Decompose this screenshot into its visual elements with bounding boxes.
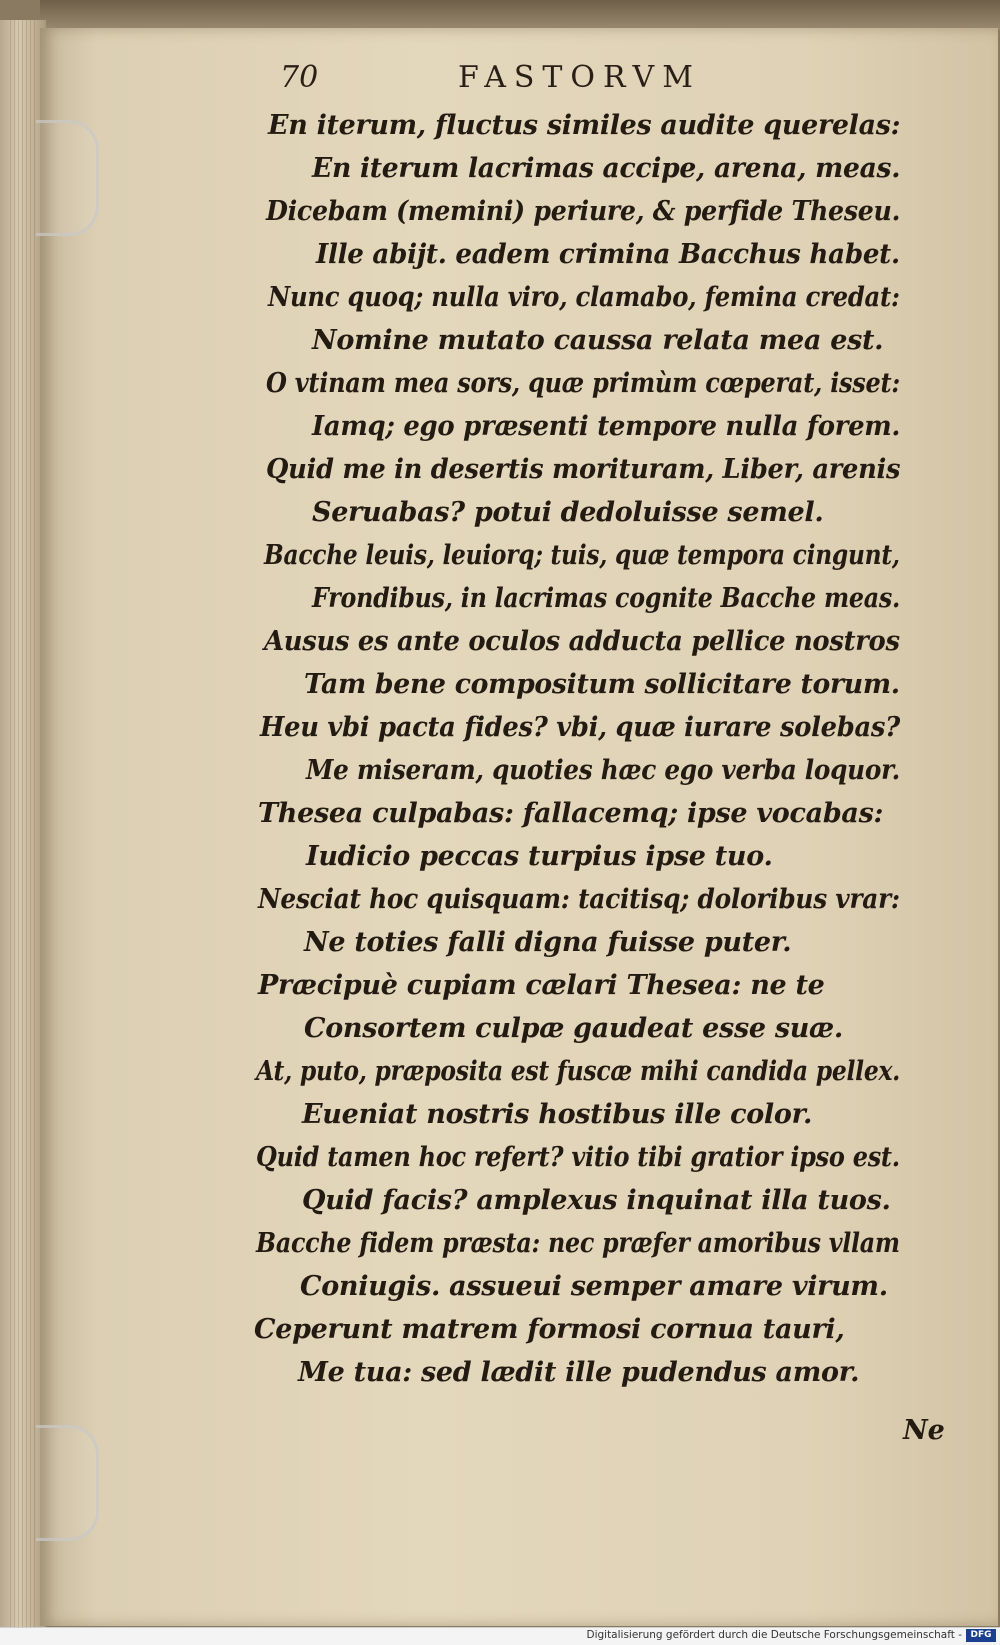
verse-line: Dicebam (memini) periure, & perfide Theseu. xyxy=(266,196,901,227)
verse-line: Bacche fidem præsta: nec præfer amoribus vllam xyxy=(256,1228,900,1259)
verse-line: Nunc quoq; nulla viro, clamabo, femina credat: xyxy=(268,282,900,313)
verse-line: Eueniat nostris hostibus ille color. xyxy=(302,1099,813,1130)
verse-line: Iamq; ego præsenti tempore nulla forem. xyxy=(312,411,901,442)
running-title: FASTORVM xyxy=(458,60,701,95)
verse-line: Seruabas? potui dedoluisse semel. xyxy=(312,497,824,528)
verse-line: Ceperunt matrem formosi cornua tauri, xyxy=(254,1314,845,1345)
verse-line: Quid facis? amplexus inquinat illa tuos. xyxy=(302,1185,891,1216)
verse-line: Ausus es ante oculos adducta pellice nostros xyxy=(264,626,900,657)
verse-line: Me tua: sed lædit ille pudendus amor. xyxy=(298,1357,860,1388)
funding-credit: Digitalisierung gefördert durch die Deutsche Forschungsgemeinschaft - xyxy=(586,1629,962,1641)
verse-line: Tam bene compositum sollicitare torum. xyxy=(304,669,900,700)
page-number: 70 xyxy=(280,60,319,95)
verse-line: Ne toties falli digna fuisse puter. xyxy=(304,927,792,958)
verse-line: Heu vbi pacta fides? vbi, quæ iurare solebas? xyxy=(260,712,900,743)
dfg-logo: DFG xyxy=(966,1629,996,1642)
verse-line: Iudicio peccas turpius ipse tuo. xyxy=(306,841,773,872)
verse-line: Præcipuè cupiam cælari Thesea: ne te xyxy=(258,970,825,1001)
verse-line: Nomine mutato caussa relata mea est. xyxy=(312,325,884,356)
verse-line: Quid tamen hoc refert? vitio tibi gratior ipso est. xyxy=(256,1142,900,1173)
verse-line: En iterum lacrimas accipe, arena, meas. xyxy=(312,153,901,184)
verse-line: Consortem culpæ gaudeat esse suæ. xyxy=(304,1013,844,1044)
verse-line: Nesciat hoc quisquam: tacitisq; doloribus vrar: xyxy=(258,884,900,915)
verse-line: En iterum, fluctus similes audite querelas: xyxy=(268,110,901,141)
verse-line: Frondibus, in lacrimas cognite Bacche meas. xyxy=(312,583,901,614)
verse-line: Coniugis. assueui semper amare virum. xyxy=(300,1271,888,1302)
verse-line: At, puto, præposita est fuscæ mihi candida pellex. xyxy=(256,1056,901,1087)
catchword: Ne xyxy=(903,1415,945,1446)
verse-line: Ille abijt. eadem crimina Bacchus habet. xyxy=(316,239,900,270)
verse-line: Quid me in desertis morituram, Liber, arenis xyxy=(266,454,901,485)
verse-line: Me miseram, quoties hæc ego verba loquor. xyxy=(306,755,900,786)
verse-line: Bacche leuis, leuiorq; tuis, quæ tempora cingunt, xyxy=(264,540,900,571)
verse-line: O vtinam mea sors, quæ primùm cœperat, isset: xyxy=(266,368,900,399)
verse-line: Thesea culpabas: fallacemq; ipse vocabas: xyxy=(258,798,884,829)
